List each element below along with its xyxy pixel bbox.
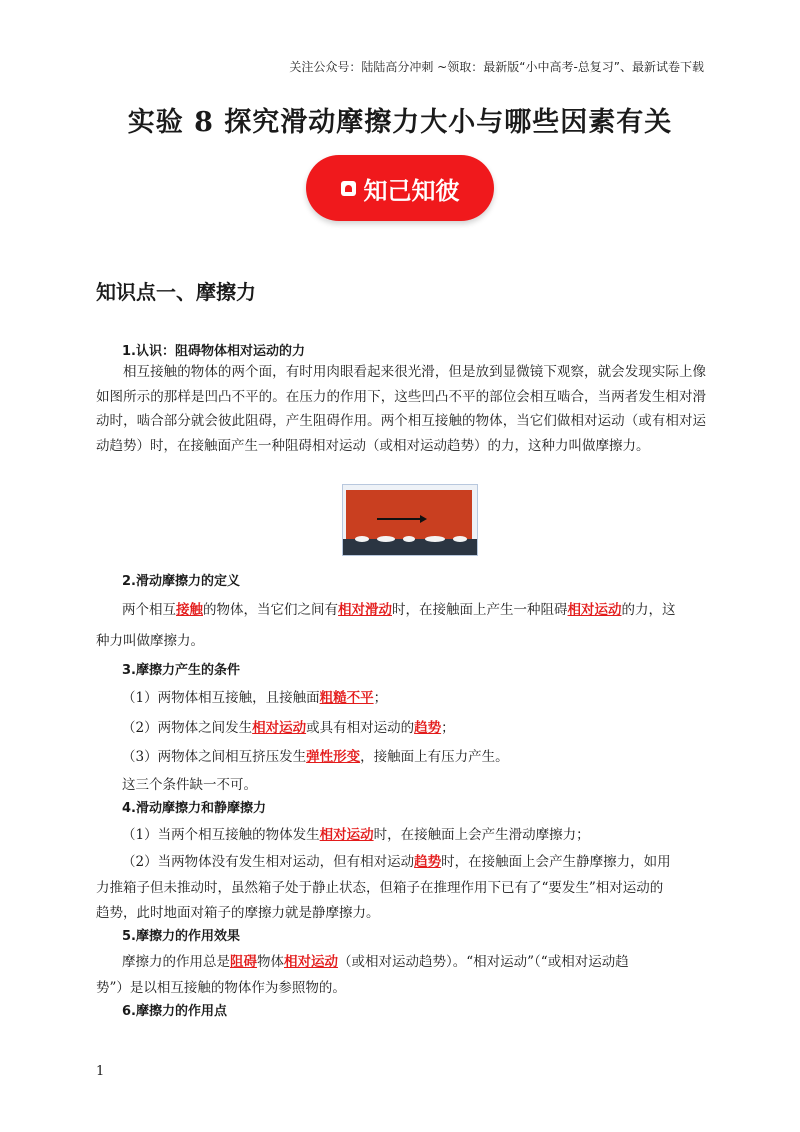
sliding-static-line4: 趋势，此时地面对箱子的摩擦力就是静摩擦力。 bbox=[96, 905, 380, 921]
highlight-term: 相对运动 bbox=[284, 954, 338, 970]
subheading-effect: 5.摩擦力的作用效果 bbox=[122, 929, 240, 944]
highlight-term: 相对运动 bbox=[567, 602, 622, 618]
condition-3: （3）两物体之间相互挤压发生弹性形变，接触面上有压力产生。 bbox=[122, 749, 509, 765]
arrow-icon bbox=[377, 518, 421, 520]
sliding-definition-line1: 两个相互接触的物体，当它们之间有相对滑动时，在接触面上产生一种阻碍相对运动的力，这 bbox=[122, 602, 676, 618]
sliding-static-line1: （1）当两个相互接触的物体发生相对运动时，在接触面上会产生滑动摩擦力； bbox=[122, 827, 590, 843]
highlight-term: 相对运动 bbox=[252, 720, 307, 736]
badge-label: 知己知彼 bbox=[363, 176, 460, 205]
highlight-term: 弹性形变 bbox=[306, 749, 361, 765]
subheading-action-point: 6.摩擦力的作用点 bbox=[122, 1004, 227, 1019]
effect-line1: 摩擦力的作用总是阻碍物体相对运动（或相对运动趋势）。“相对运动”（“或相对运动趋 bbox=[122, 954, 629, 970]
subheading-conditions: 3.摩擦力产生的条件 bbox=[122, 663, 240, 678]
subheading-sliding-static: 4.滑动摩擦力和静摩擦力 bbox=[122, 801, 266, 816]
page-number: 1 bbox=[96, 1064, 105, 1079]
highlight-term: 趋势 bbox=[414, 720, 442, 736]
friction-surface-figure bbox=[342, 484, 478, 556]
highlight-term: 相对运动 bbox=[319, 827, 374, 843]
highlight-term: 趋势 bbox=[414, 854, 442, 870]
conditions-note: 这三个条件缺一不可。 bbox=[122, 777, 257, 793]
section-heading: 知识点一、摩擦力 bbox=[96, 280, 256, 304]
highlight-term: 接触 bbox=[176, 602, 203, 618]
know-yourself-badge bbox=[306, 155, 494, 221]
book-icon bbox=[341, 181, 356, 196]
highlight-term: 阻碍 bbox=[230, 954, 257, 970]
subheading-recognition: 1.认识：阻碍物体相对运动的力 bbox=[122, 344, 305, 359]
subheading-sliding-definition: 2.滑动摩擦力的定义 bbox=[122, 574, 240, 589]
header-note: 关注公众号：陆陆高分冲刺 ~领取：最新版“小中高考-总复习”、最新试卷下载 bbox=[289, 60, 704, 74]
sliding-definition-line2: 种力叫做摩擦力。 bbox=[96, 633, 204, 649]
document-title: 实验 8 探究滑动摩擦力大小与哪些因素有关 bbox=[127, 107, 673, 138]
sliding-static-line2: （2）当两物体没有发生相对运动，但有相对运动趋势时，在接触面上会产生静摩擦力，如用 bbox=[122, 854, 671, 870]
highlight-term: 相对滑动 bbox=[338, 602, 392, 618]
sliding-static-line3: 力推箱子但未推动时，虽然箱子处于静止状态，但箱子在推理作用下已有了“要发生”相对运动的 bbox=[96, 880, 664, 896]
paragraph-recognition: 相互接触的物体的两个面，有时用肉眼看起来很光滑，但是放到显微镜下观察，就会发现实际上像如图所示的那样是凹凸不平的。在压力的作用下，这些凹凸不平的部位会相互啮合，当两者发生相对滑动时，啮合部分就会彼此阻碍，产生阻碍作用。两个相互接触的物体，当它们做相对运动（或有相对运动趋势）时，在接触面产生一种阻碍相对运动（或相对运动趋势）的力，这种力叫做摩擦力。 bbox=[96, 364, 706, 454]
condition-1: （1）两物体相互接触，且接触面粗糙不平； bbox=[122, 690, 388, 706]
effect-line2: 势”）是以相互接触的物体作为参照物的。 bbox=[96, 980, 346, 996]
condition-2: （2）两物体之间发生相对运动或具有相对运动的趋势； bbox=[122, 720, 455, 736]
highlight-term: 粗糙不平 bbox=[319, 690, 374, 706]
block-shape bbox=[346, 490, 472, 542]
